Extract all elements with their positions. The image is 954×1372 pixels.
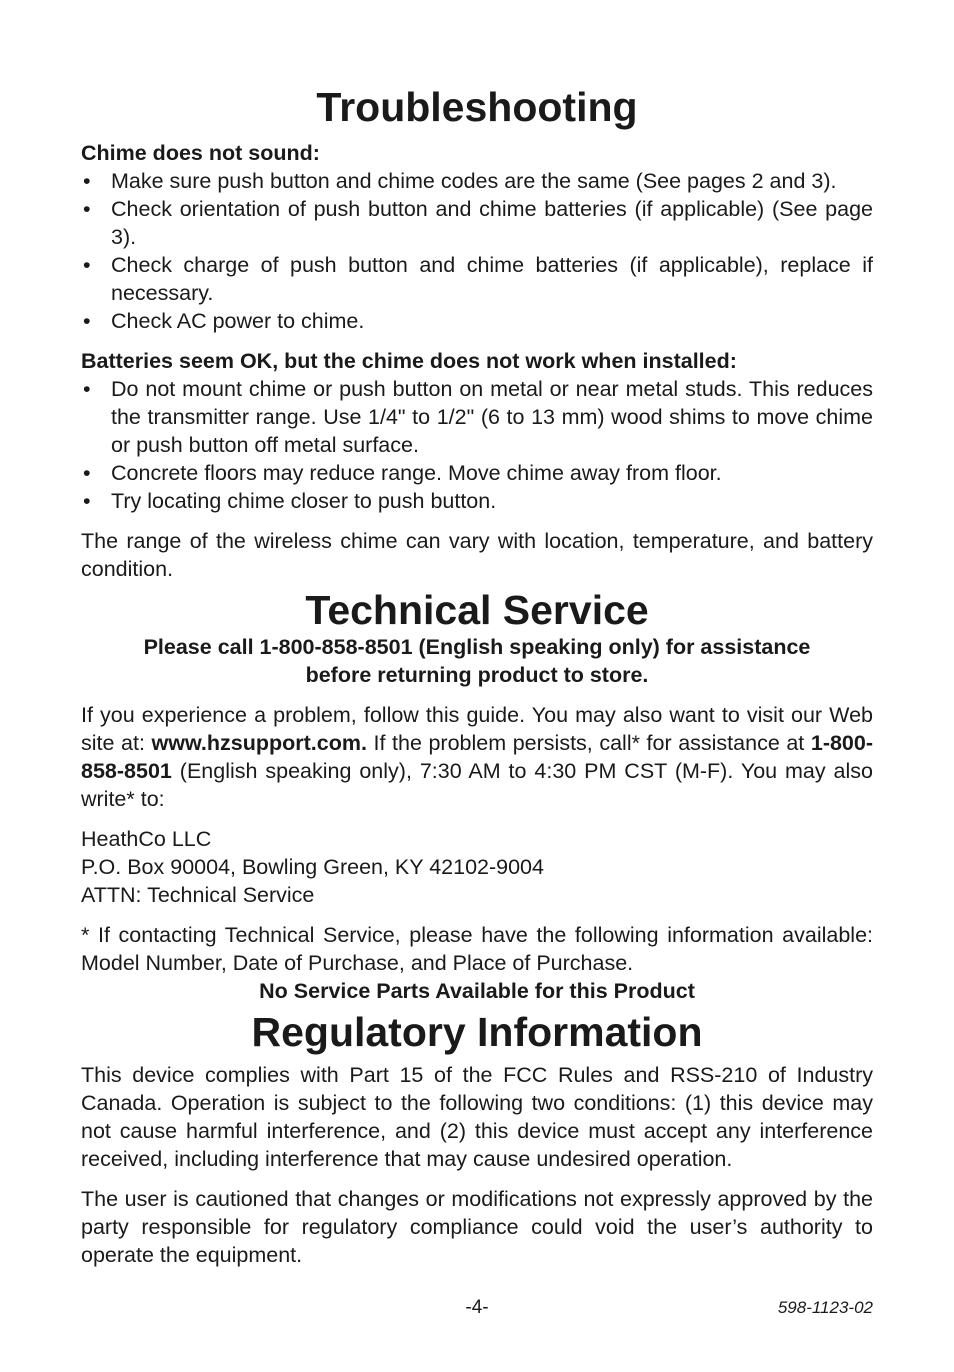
list-item-text: Make sure push button and chime codes are the same (See pages 2 and 3). — [111, 169, 837, 193]
list-item-text: Check AC power to chime. — [111, 309, 365, 333]
bullet-icon: • — [83, 309, 91, 333]
mailing-address — [81, 825, 873, 909]
list-item — [81, 195, 873, 251]
page-number: -4- — [465, 1297, 489, 1318]
list-item — [81, 307, 873, 335]
list-item — [81, 167, 873, 195]
batteries-ok-list — [81, 375, 873, 515]
regulatory-paragraph-2: The user is cautioned that changes or modifications not expressly approved by the party responsible for regulatory compliance could void the user’s authority to operate the equipment. — [81, 1187, 873, 1267]
website-link[interactable]: www.hzsupport.com. — [151, 731, 367, 755]
paragraph-text: (English speaking only), 7:30 AM to 4:30 PM CST (M-F). You may also write* to: — [81, 759, 873, 811]
list-item — [81, 375, 873, 459]
contact-note: * If contacting Technical Service, please have the following information available: Model Number, Date of Purchase, and Place of Purchase. — [81, 923, 873, 975]
list-item — [81, 251, 873, 307]
list-item-text: Concrete floors may reduce range. Move chime away from floor. — [111, 461, 722, 485]
bullet-icon: • — [83, 169, 91, 193]
phone-number: 1-800-858-8501 — [81, 731, 874, 783]
address-line: HeathCo LLC — [81, 827, 212, 851]
list-item-text: Check orientation of push button and chime batteries (if applicable) (See page 3). — [111, 197, 873, 249]
paragraph-text: If you experience a problem, follow this guide. You may also want to visit our Web site at: — [81, 703, 873, 755]
list-item-text: Try locating chime closer to push button. — [111, 489, 497, 513]
range-note: The range of the wireless chime can vary with location, temperature, and battery condition. — [81, 529, 873, 581]
no-parts-notice: No Service Parts Available for this Product — [259, 979, 695, 1003]
paragraph-text: If the problem persists, call* for assistance at — [366, 731, 811, 755]
bullet-icon: • — [83, 197, 91, 221]
chime-not-sound-list — [81, 167, 873, 335]
regulatory-title: Regulatory Information — [251, 1009, 703, 1055]
chime-not-sound-heading: Chime does not sound: — [81, 141, 320, 165]
page-content — [81, 84, 873, 1269]
regulatory-paragraph-1: This device complies with Part 15 of the FCC Rules and RSS-210 of Industry Canada. Operation is subject to the following two conditions: (1) this device may not cause harmful interference, and (2) this device must accept any interference received, including interference that may cause undesired operation. — [81, 1063, 873, 1171]
call-notice-line2: before returning product to store. — [305, 663, 649, 687]
technical-service-title: Technical Service — [305, 587, 649, 633]
troubleshooting-title: Troubleshooting — [316, 84, 638, 130]
bullet-icon: • — [83, 253, 91, 277]
list-item — [81, 459, 873, 487]
document-code: 598-1123-02 — [777, 1298, 873, 1317]
list-item-text: Do not mount chime or push button on metal or near metal studs. This reduces the transmitter range. Use 1/4" to 1/2" (6 to 13 mm) wood shims to move chime or push button off metal surface. — [111, 377, 873, 457]
list-item — [81, 487, 873, 515]
bullet-icon: • — [83, 461, 91, 485]
call-notice-line1: Please call 1-800-858-8501 (English speaking only) for assistance — [143, 635, 811, 659]
bullet-icon: • — [83, 377, 91, 401]
technical-service-paragraph — [81, 701, 873, 813]
address-line: ATTN: Technical Service — [81, 883, 315, 907]
list-item-text: Check charge of push button and chime batteries (if applicable), replace if necessary. — [111, 253, 873, 305]
batteries-ok-heading: Batteries seem OK, but the chime does not work when installed: — [81, 349, 737, 373]
address-line: P.O. Box 90004, Bowling Green, KY 42102-9004 — [81, 855, 544, 879]
bullet-icon: • — [83, 489, 91, 513]
